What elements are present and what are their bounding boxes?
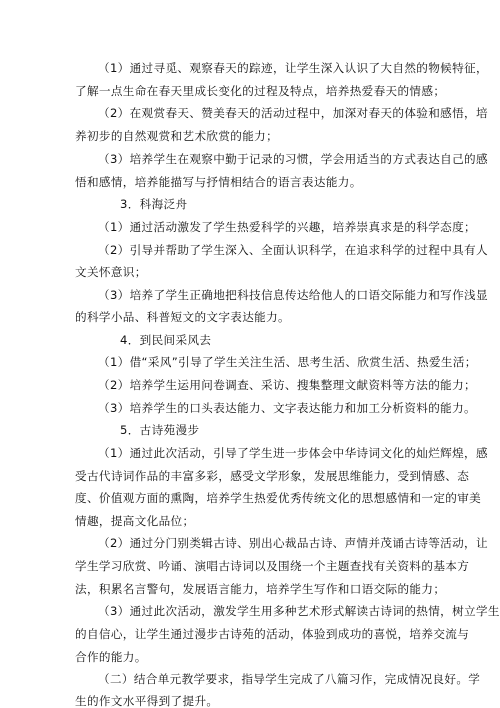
text-line: 的自信心，让学生通过漫步古诗苑的活动，体验到成功的喜悦，培养交流与 <box>75 627 470 641</box>
text-line: （2）引导并帮助了学生深入、全面认识科学，在追求科学的过程中具有人 <box>98 243 488 257</box>
text-line: 文关怀意识； <box>75 265 147 279</box>
text-line: （3）培养了学生正确地把科技信息传达给他人的口语交际能力和写作浅显 <box>98 288 488 302</box>
text-line: （3）培养学生的口头表达能力、文字表达能力和加工分析资料的能力。 <box>98 401 476 415</box>
text-line: （2）培养学生运用问卷调查、采访、搜集整理文献资料等方法的能力； <box>98 378 476 392</box>
section-heading: 3．科海泛舟 <box>120 197 188 211</box>
text-line: 受古代诗词作品的丰富多彩，感受文学形象，发展思维能力，受到情感、态 <box>75 469 470 483</box>
text-line: 度、价值观方面的熏陶，培养学生热爱优秀传统文化的思想感情和一定的审美 <box>75 491 482 505</box>
text-line: 法，积累名言警句，发展语言能力，培养学生写作和口语交际的能力； <box>75 582 446 596</box>
text-line: 了解一点生命在春天里成长变化的过程及特点，培养热爱春天的情感； <box>75 84 446 98</box>
text-line: （1）借“采风”引导了学生关注生活、思考生活、欣赏生活、热爱生活； <box>98 355 477 369</box>
text-line: （2）在观赏春天、赞美春天的活动过程中，加深对春天的体验和感悟，培 <box>98 106 488 120</box>
text-line: 合作的能力。 <box>75 650 147 664</box>
text-line: 学生学习欣赏、吟诵、演唱古诗词以及围绕一个主题查找有关资料的基本方 <box>75 559 470 573</box>
text-line: （3）培养学生在观察中勤于记录的习惯，学会用适当的方式表达自己的感 <box>98 152 488 166</box>
text-line: （二）结合单元教学要求，指导学生完成了八篇习作，完成情况良好。学 <box>98 672 481 686</box>
text-line: （1）通过寻觅、观察春天的踪迹，让学生深入认识了大自然的物候特征， <box>98 61 488 75</box>
text-line: （1）通过活动激发了学生热爱科学的兴趣，培养崇真求是的科学态度； <box>98 220 476 234</box>
text-line: 情趣，提高文化品位； <box>75 514 195 528</box>
text-line: 的科学小品、科普短文的文字表达能力。 <box>75 310 290 324</box>
section-heading: 5．古诗苑漫步 <box>120 423 200 437</box>
text-line: （1）通过此次活动，引导了学生进一步体会中华诗词文化的灿烂辉煌，感 <box>98 446 488 460</box>
text-line: （3）通过此次活动，激发学生用多种艺术形式解读古诗词的热情，树立学生 <box>98 604 500 618</box>
text-line: 生的作文水平得到了提升。 <box>75 694 219 708</box>
text-line: （2）通过分门别类辑古诗、别出心裁品古诗、声情并茂诵古诗等活动，让 <box>98 536 488 550</box>
text-line: 养初步的自然观赏和艺术欣赏的能力； <box>75 129 279 143</box>
section-heading: 4．到民间采风去 <box>120 333 212 347</box>
text-line: 悟和感情，培养能描写与抒情相结合的语言表达能力。 <box>75 175 362 189</box>
